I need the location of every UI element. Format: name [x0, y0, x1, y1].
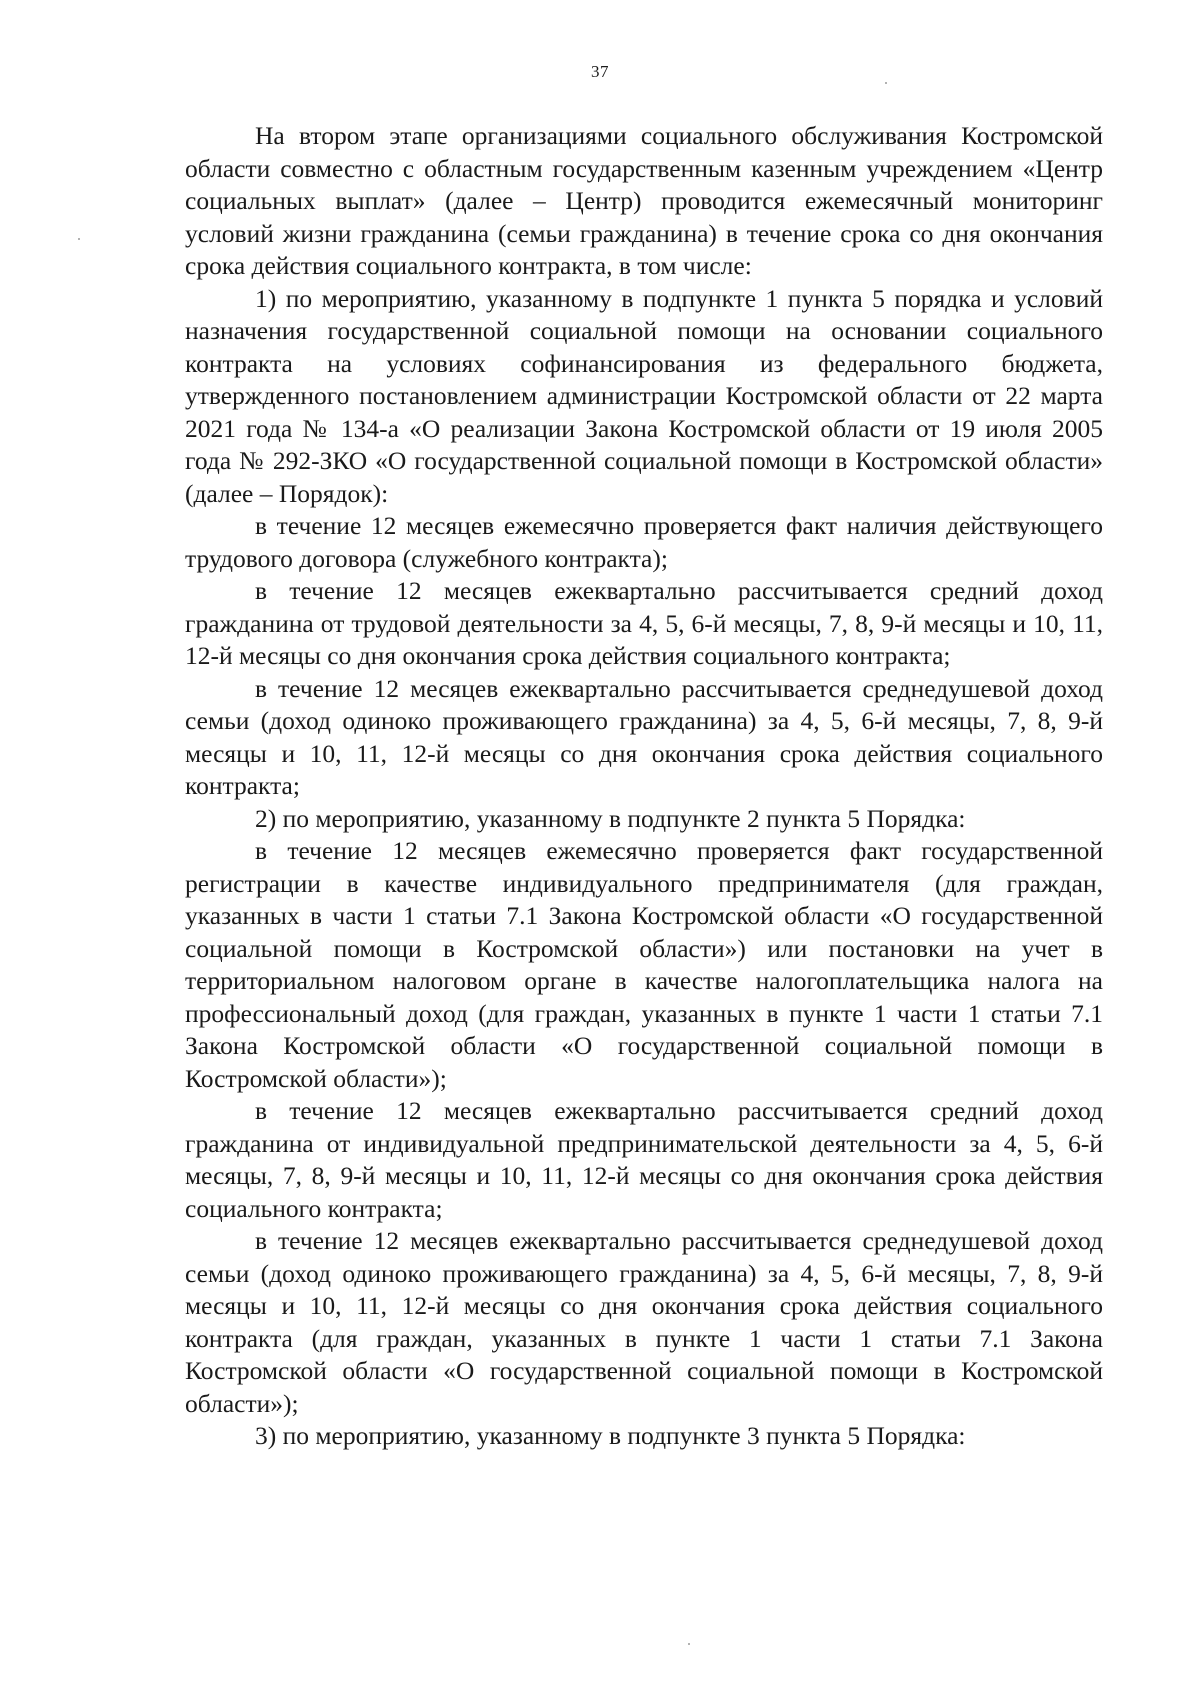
- scan-speck: [885, 82, 887, 84]
- paragraph-item-1-per-capita-income: в течение 12 месяцев ежеквартально рассчитывается среднедушевой доход семьи (доход одиноко проживающего гражданина) за 4, 5, 6-й месяцы, 7, 8, 9-й месяцы и 10, 11, 12-й месяцы со дня окончания срока действия социального контракта;: [185, 673, 1103, 800]
- paragraph-item-2-registration-check: в течение 12 месяцев ежемесячно проверяется факт государственной регистрации в качестве индивидуального предпринимателя (для граждан, указанных в части 1 статьи 7.1 Закона Костромской области «О государственной социальной помощи в Костромской области») или постановки на учет в территориальном налоговом органе в качестве налогоплательщика налога на профессиональный доход (для граждан, указанных в пункте 1 части 1 статьи 7.1 Закона Костромской области «О государственной социальной помощи в Костромской области»);: [185, 836, 1103, 1093]
- paragraph-item-3: 3) по мероприятию, указанному в подпункте 3 пункта 5 Порядка:: [255, 1421, 966, 1450]
- paragraph-item-1: 1) по мероприятию, указанному в подпункте 1 пункта 5 порядка и условий назначения государственной социальной помощи на основании социального контракта на условиях софинансирования из федерального бюджета, утвержденного постановлением администрации Костромской области от 22 марта 2021 года № 134-а «О реализации Закона Костромской области от 19 июля 2005 года № 292-ЗКО «О государственной социальной помощи в Костромской области» (далее – Порядок):: [185, 283, 1103, 508]
- paragraph-item-2: 2) по мероприятию, указанному в подпункте 2 пункта 5 Порядка:: [255, 803, 966, 833]
- paragraph-item-2-per-capita-income: в течение 12 месяцев ежеквартально рассчитывается среднедушевой доход семьи (доход одиноко проживающего гражданина) за 4, 5, 6-й месяцы, 7, 8, 9-й месяцы и 10, 11, 12-й месяцы со дня окончания срока действия социального контракта (для граждан, указанных в пункте 1 части 1 статьи 7.1 Закона Костромской области «О государственной социальной помощи в Костромской области»);: [185, 1226, 1103, 1418]
- paragraph-item-1-employment-check: в течение 12 месяцев ежемесячно проверяется факт наличия действующего трудового договора (служебного контракта);: [185, 511, 1103, 573]
- paragraph-item-2-average-income: в течение 12 месяцев ежеквартально рассчитывается средний доход гражданина от индивидуальной предпринимательской деятельности за 4, 5, 6-й месяцы, 7, 8, 9-й месяцы и 10, 11, 12-й месяцы со дня окончания срока действия социального контракта;: [185, 1096, 1103, 1223]
- scan-speck: [688, 1643, 690, 1645]
- paragraph-stage-two-intro: На втором этапе организациями социального обслуживания Костромской области совместно с областным государственным казенным учреждением «Центр социальных выплат» (далее – Центр) проводится ежемесячный мониторинг условий жизни гражданина (семьи гражданина) в течение срока со дня окончания срока действия социального контракта, в том числе:: [185, 121, 1103, 280]
- document-body: [185, 120, 1103, 1453]
- page-number: 37: [591, 62, 609, 81]
- paragraph-item-1-average-income: в течение 12 месяцев ежеквартально рассчитывается средний доход гражданина от трудовой деятельности за 4, 5, 6-й месяцы, 7, 8, 9-й месяцы и 10, 11, 12-й месяцы со дня окончания срока действия социального контракта;: [185, 576, 1103, 670]
- scan-speck: [78, 238, 80, 240]
